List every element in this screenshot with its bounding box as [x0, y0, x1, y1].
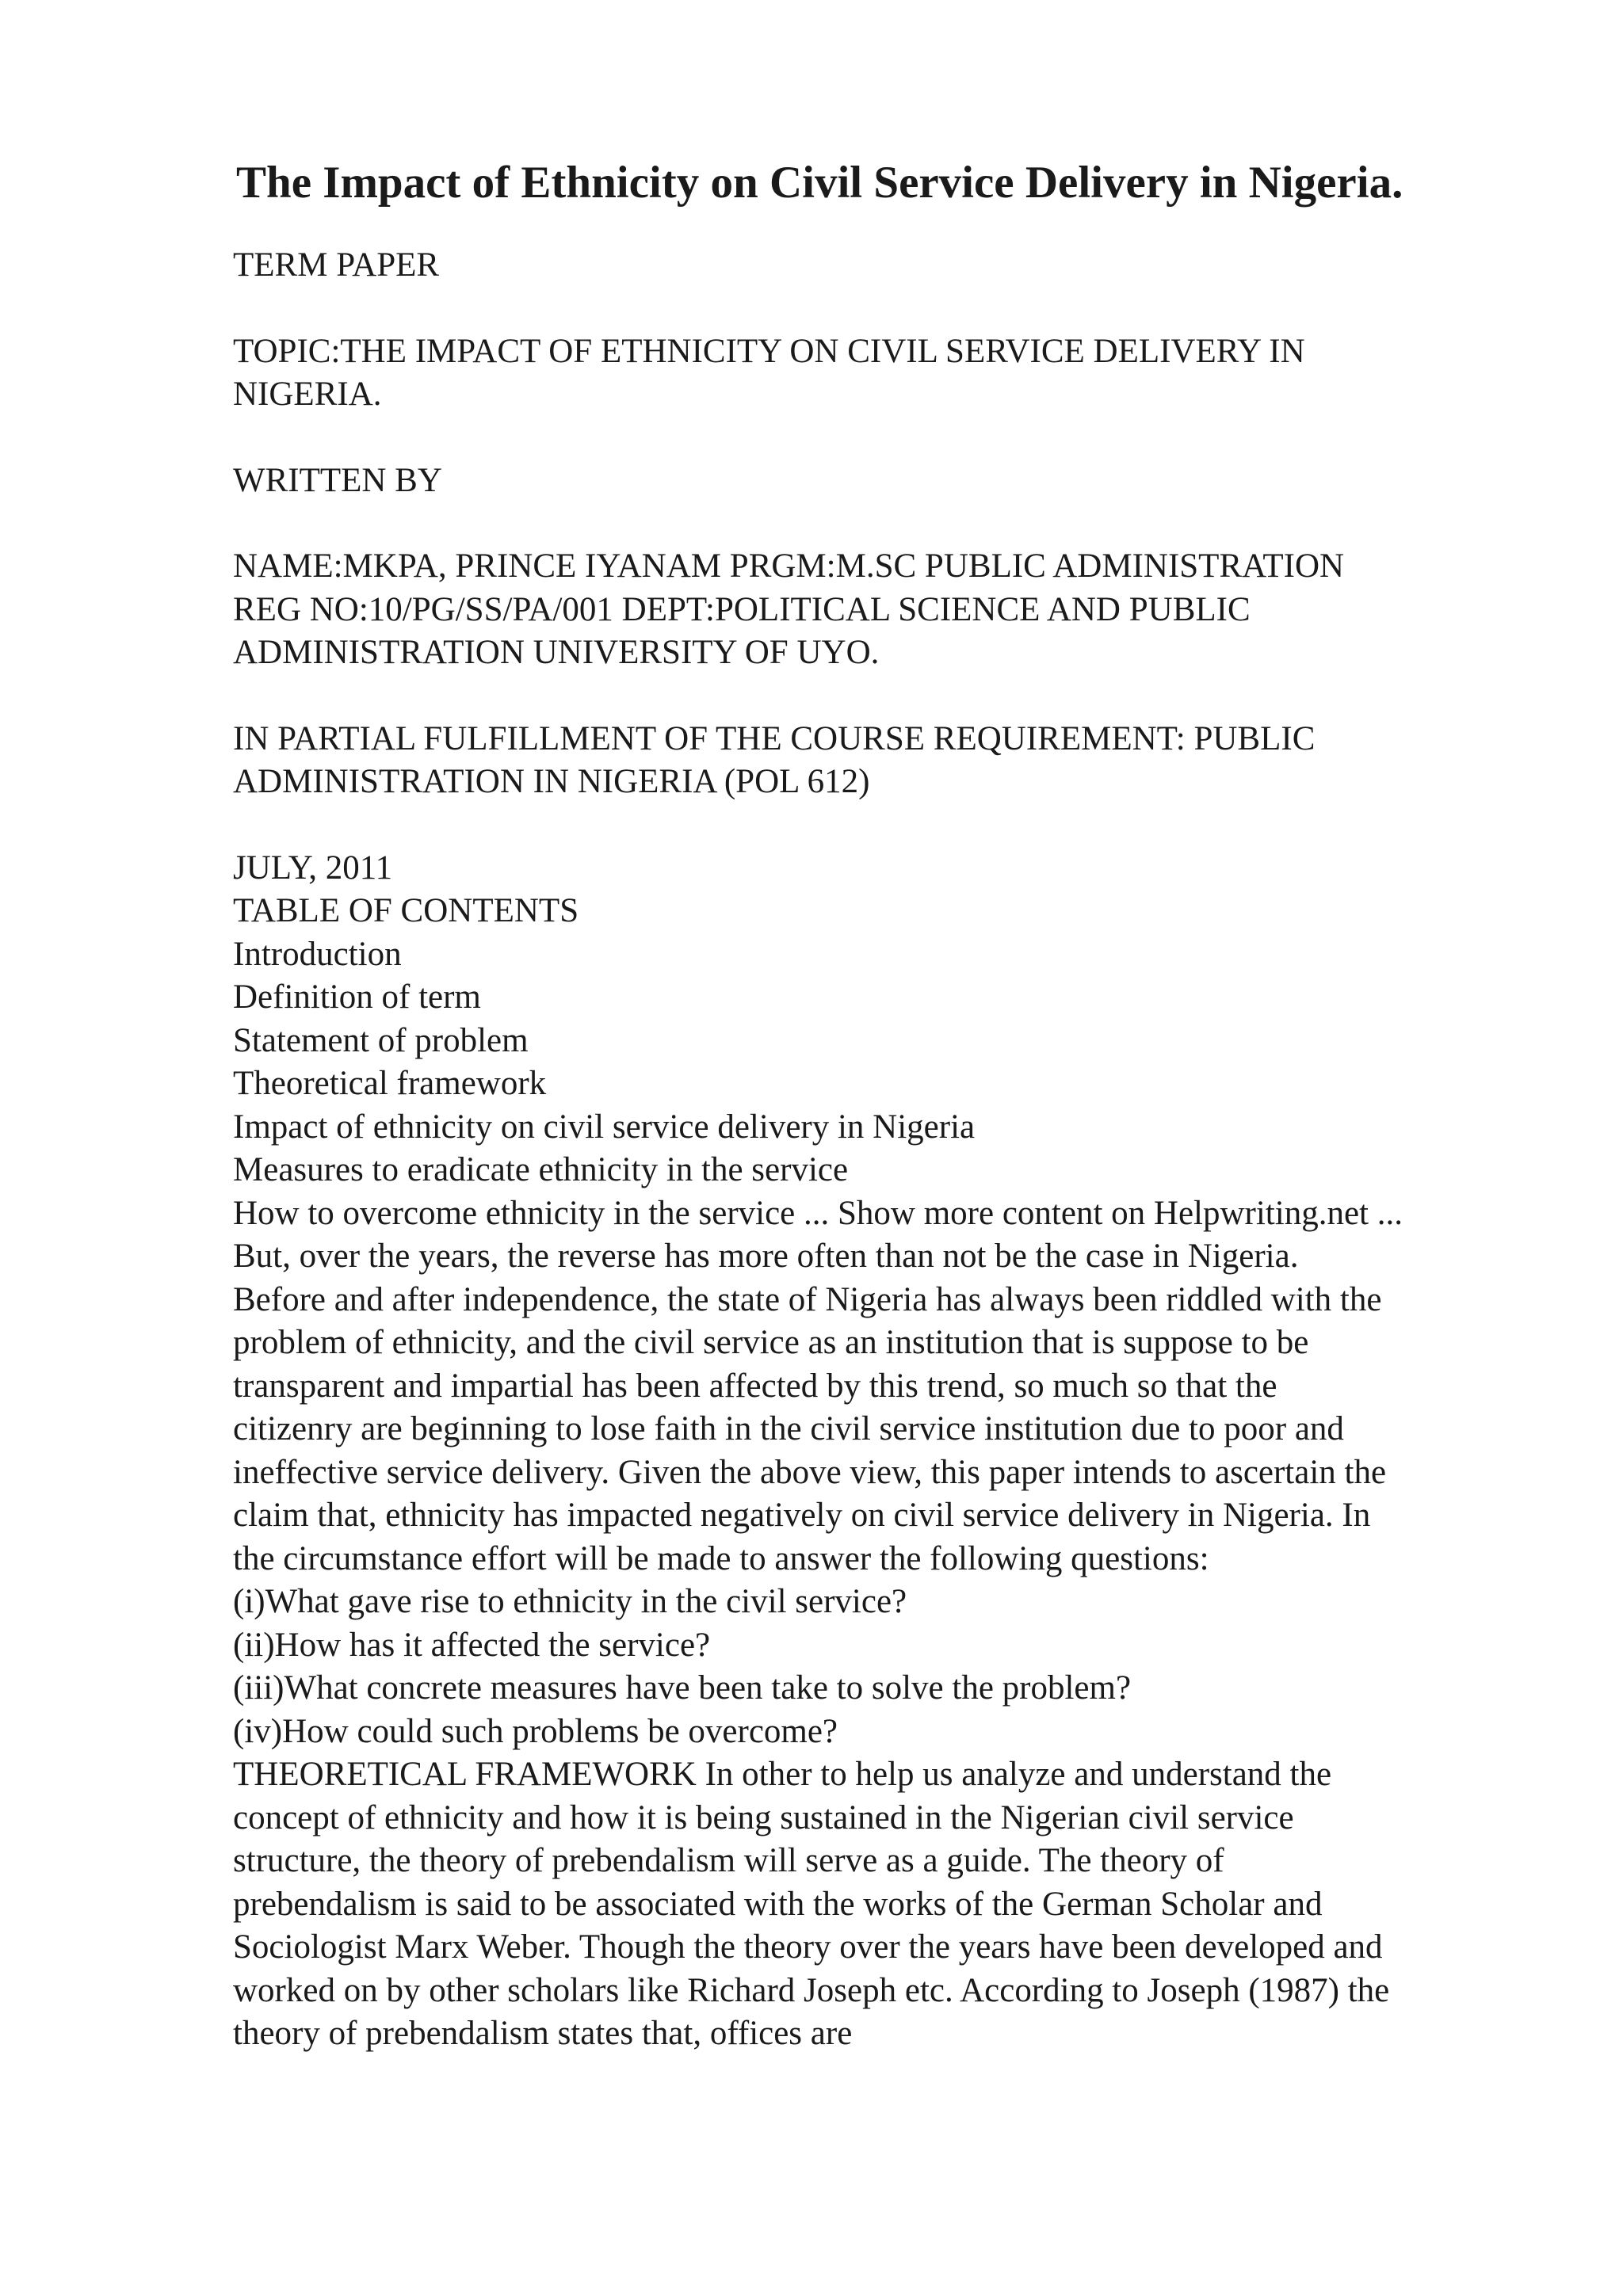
body-section [233, 847, 1596, 2056]
header-paragraph [233, 718, 1596, 804]
header-paragraph [233, 244, 1596, 288]
body-text-line: Measures to eradicate ethnicity in the service [233, 1151, 849, 1188]
body-text-line: ineffective service delivery. Given the above view, this paper intends to ascertain the [233, 1453, 1387, 1491]
body-text-line: the circumstance effort will be made to answer the following questions: [233, 1539, 1209, 1577]
body-text-line: TABLE OF CONTENTS [233, 892, 579, 929]
body-text-line: Introduction [233, 935, 402, 973]
body-text-line: Definition of term [233, 978, 481, 1016]
body-text-line: structure, the theory of prebendalism will serve as a guide. The theory of [233, 1842, 1224, 1879]
text-line: TOPIC:THE IMPACT OF ETHNICITY ON CIVIL SERVICE DELIVERY IN [233, 332, 1305, 370]
document-title: The Impact of Ethnicity on Civil Service Delivery in Nigeria. [236, 158, 1403, 208]
text-line: NAME:MKPA, PRINCE IYANAM PRGM:M.SC PUBLIC ADMINISTRATION [233, 547, 1345, 585]
body-text-line: transparent and impartial has been affected by this trend, so much so that the [233, 1367, 1277, 1405]
body-text-line: prebendalism is said to be associated with the works of the German Scholar and [233, 1885, 1323, 1923]
body-text-line: worked on by other scholars like Richard Joseph etc. According to Joseph (1987) the [233, 1971, 1390, 2009]
body-text-line: (i)What gave rise to ethnicity in the civil service? [233, 1583, 907, 1620]
text-line: TERM PAPER [233, 246, 440, 284]
body-text-line: (ii)How has it affected the service? [233, 1626, 711, 1664]
body-text-line: claim that, ethnicity has impacted negatively on civil service delivery in Nigeria. In [233, 1497, 1371, 1534]
body-text-line: Sociologist Marx Weber. Though the theory over the years have been developed and [233, 1928, 1383, 1966]
header-paragraph [233, 460, 1596, 503]
body-text-line: Before and after independence, the state of Nigeria has always been riddled with the [233, 1280, 1382, 1318]
body-text-line: THEORETICAL FRAMEWORK In other to help us analyze and understand the [233, 1756, 1332, 1793]
body-text-line: (iv)How could such problems be overcome? [233, 1712, 838, 1750]
text-line: REG NO:10/PG/SS/PA/001 DEPT:POLITICAL SCIENCE AND PUBLIC [233, 590, 1251, 628]
body-text-line: Impact of ethnicity on civil service delivery in Nigeria [233, 1108, 976, 1146]
text-line: NIGERIA. [233, 376, 382, 413]
body-text-line: problem of ethnicity, and the civil service as an institution that is suppose to be [233, 1324, 1309, 1361]
body-text-line: citizenry are beginning to lose faith in the civil service institution due to poor and [233, 1410, 1344, 1447]
text-line: ADMINISTRATION IN NIGERIA (POL 612) [233, 763, 870, 800]
text-line: IN PARTIAL FULFILLMENT OF THE COURSE REQUIREMENT: PUBLIC [233, 719, 1316, 757]
body-text-line: Statement of problem [233, 1021, 529, 1059]
header-paragraph [233, 330, 1596, 417]
body-text-line: JULY, 2011 [233, 849, 393, 887]
body-text-line: Theoretical framework [233, 1065, 547, 1102]
body-text-line: How to overcome ethnicity in the service ... Show more content on Helpwriting.net ... [233, 1194, 1403, 1232]
body-text-line: But, over the years, the reverse has more often than not be the case in Nigeria. [233, 1238, 1299, 1275]
body-text-line: (iii)What concrete measures have been take to solve the problem? [233, 1669, 1132, 1707]
header-paragraph [233, 545, 1596, 675]
body-text-line: theory of prebendalism states that, offices are [233, 2015, 853, 2052]
text-line: WRITTEN BY [233, 461, 442, 499]
document-content [233, 244, 1596, 2056]
header-section [233, 244, 1596, 804]
text-line: ADMINISTRATION UNIVERSITY OF UYO. [233, 634, 880, 671]
body-text-line: concept of ethnicity and how it is being sustained in the Nigerian civil service [233, 1798, 1294, 1836]
